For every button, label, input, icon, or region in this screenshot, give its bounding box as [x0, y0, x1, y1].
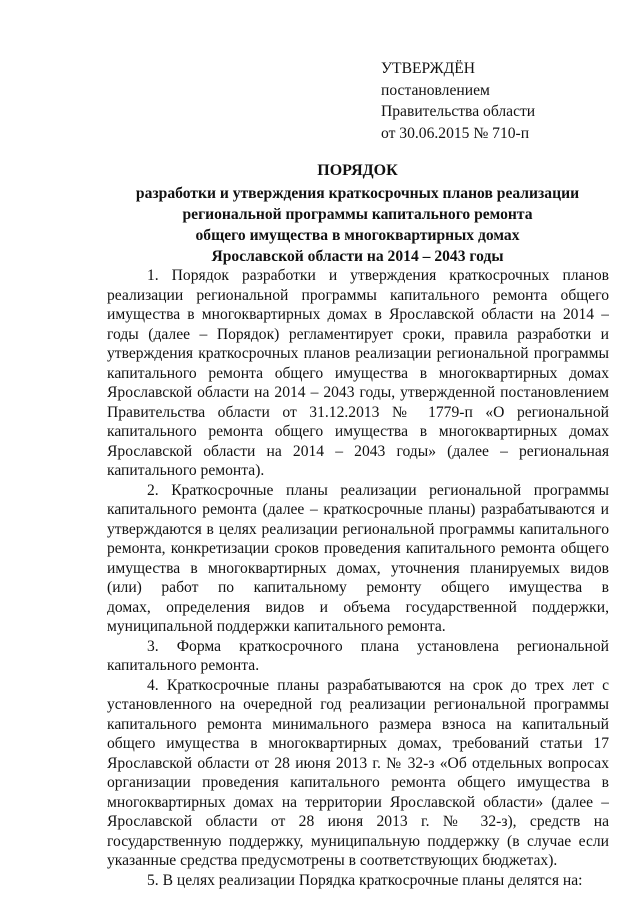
paragraph-line: организации проведения капитального ремонта общего имущества в [107, 774, 609, 791]
paragraph-5 [107, 871, 609, 891]
title-line: разработки и утверждения краткосрочных планов реализации [135, 185, 580, 202]
title-line: региональной программы капитального ремонта [182, 206, 533, 223]
paragraph-line: капитального ремонта (далее – краткосрочные планы) разрабатываются и [107, 501, 609, 518]
paragraph-line: указанные средства предусмотрены в соответствующих бюджетах). [107, 852, 558, 869]
paragraph-line: 2. Краткосрочные планы реализации региональной программы [147, 481, 609, 499]
paragraph-line: 1. Порядок разработки и утверждения краткосрочных планов [147, 267, 609, 284]
paragraph-line: капитального ремонта общего имущества в многоквартирных домах [107, 423, 609, 440]
paragraph-line: 3. Форма краткосрочного плана установлена региональной [147, 637, 609, 655]
paragraph-3 [107, 637, 609, 676]
paragraph-line: утверждаются в целях реализации региональной программы капитального [107, 520, 609, 538]
paragraph-line: капитального ремонта минимального размера взноса на капитальный [107, 715, 609, 733]
paragraph-1 [107, 266, 609, 481]
paragraph-line: (или) работ по капитальному ремонту общего имущества в [107, 579, 609, 596]
paragraph-line: домах, определения видов и объема государственной поддержки, [107, 598, 609, 616]
approval-line-approved: УТВЕРЖДЁН [381, 60, 476, 77]
paragraph-line: имущества в многоквартирных домах в Ярославской области на 2014 – [107, 306, 609, 323]
paragraph-4 [107, 676, 609, 871]
paragraph-line: капитального ремонта). [107, 462, 265, 479]
paragraph-line: Ярославской области от 28 июня 2013 г. № 32-з «Об отдельных вопросах [107, 754, 609, 772]
paragraph-line: реализации региональной программы капитального ремонта общего [107, 286, 609, 304]
paragraph-line: муниципальной поддержки капитального ремонта. [107, 618, 446, 635]
paragraph-line: утверждения краткосрочных планов реализации региональной программы [107, 345, 609, 362]
approval-line-resolution: постановлением [381, 81, 490, 99]
paragraph-line: общего имущества в многоквартирных домах, требований статьи 17 [107, 735, 609, 752]
paragraph-line: Правительства области от 31.12.2013 № 1779-п «О региональной [107, 403, 609, 421]
title-line: общего имущества в многоквартирных домах [195, 227, 520, 244]
paragraph-line: капитального ремонта. [107, 657, 260, 674]
paragraph-line: ремонта, конкретизации сроков проведения капитального ремонта общего [107, 540, 609, 557]
approval-line-government: Правительства области [381, 103, 536, 120]
document-body [107, 266, 609, 890]
title-line: Ярославской области на 2014 – 2043 годы [211, 248, 504, 265]
paragraph-line: Ярославской области на 2014 – 2043 годы» (далее – региональная [107, 442, 609, 460]
paragraph-line: Ярославской области от 28 июня 2013 г. № 32-з), средств на [107, 813, 609, 830]
title-heading: ПОРЯДОК [317, 162, 398, 179]
paragraph-line: многоквартирных домах на территории Ярославской области» (далее – [107, 793, 609, 811]
document-title [0, 160, 640, 267]
paragraph-line: государственную поддержку, муниципальную поддержку (в случае если [107, 832, 609, 850]
paragraph-line: установленного на очередной год реализации региональной программы [107, 696, 609, 713]
paragraph-line: имущества в многоквартирных домах, уточнения планируемых видов [107, 559, 609, 577]
paragraph-line: Ярославской области на 2014 – 2043 годы, утвержденной постановлением [107, 384, 609, 401]
approval-stamp [381, 58, 535, 144]
paragraph-line: капитального ремонта общего имущества в многоквартирных домах [107, 364, 609, 382]
approval-line-date-number: от 30.06.2015 № 710-п [381, 124, 530, 142]
paragraph-line: 4. Краткосрочные планы разрабатываются на срок до трех лет с [147, 676, 609, 694]
paragraph-2 [107, 481, 609, 637]
paragraph-line: годы (далее – Порядок) регламентирует сроки, правила разработки и [107, 325, 609, 343]
paragraph-line: 5. В целях реализации Порядка краткосрочные планы делятся на: [147, 871, 583, 889]
